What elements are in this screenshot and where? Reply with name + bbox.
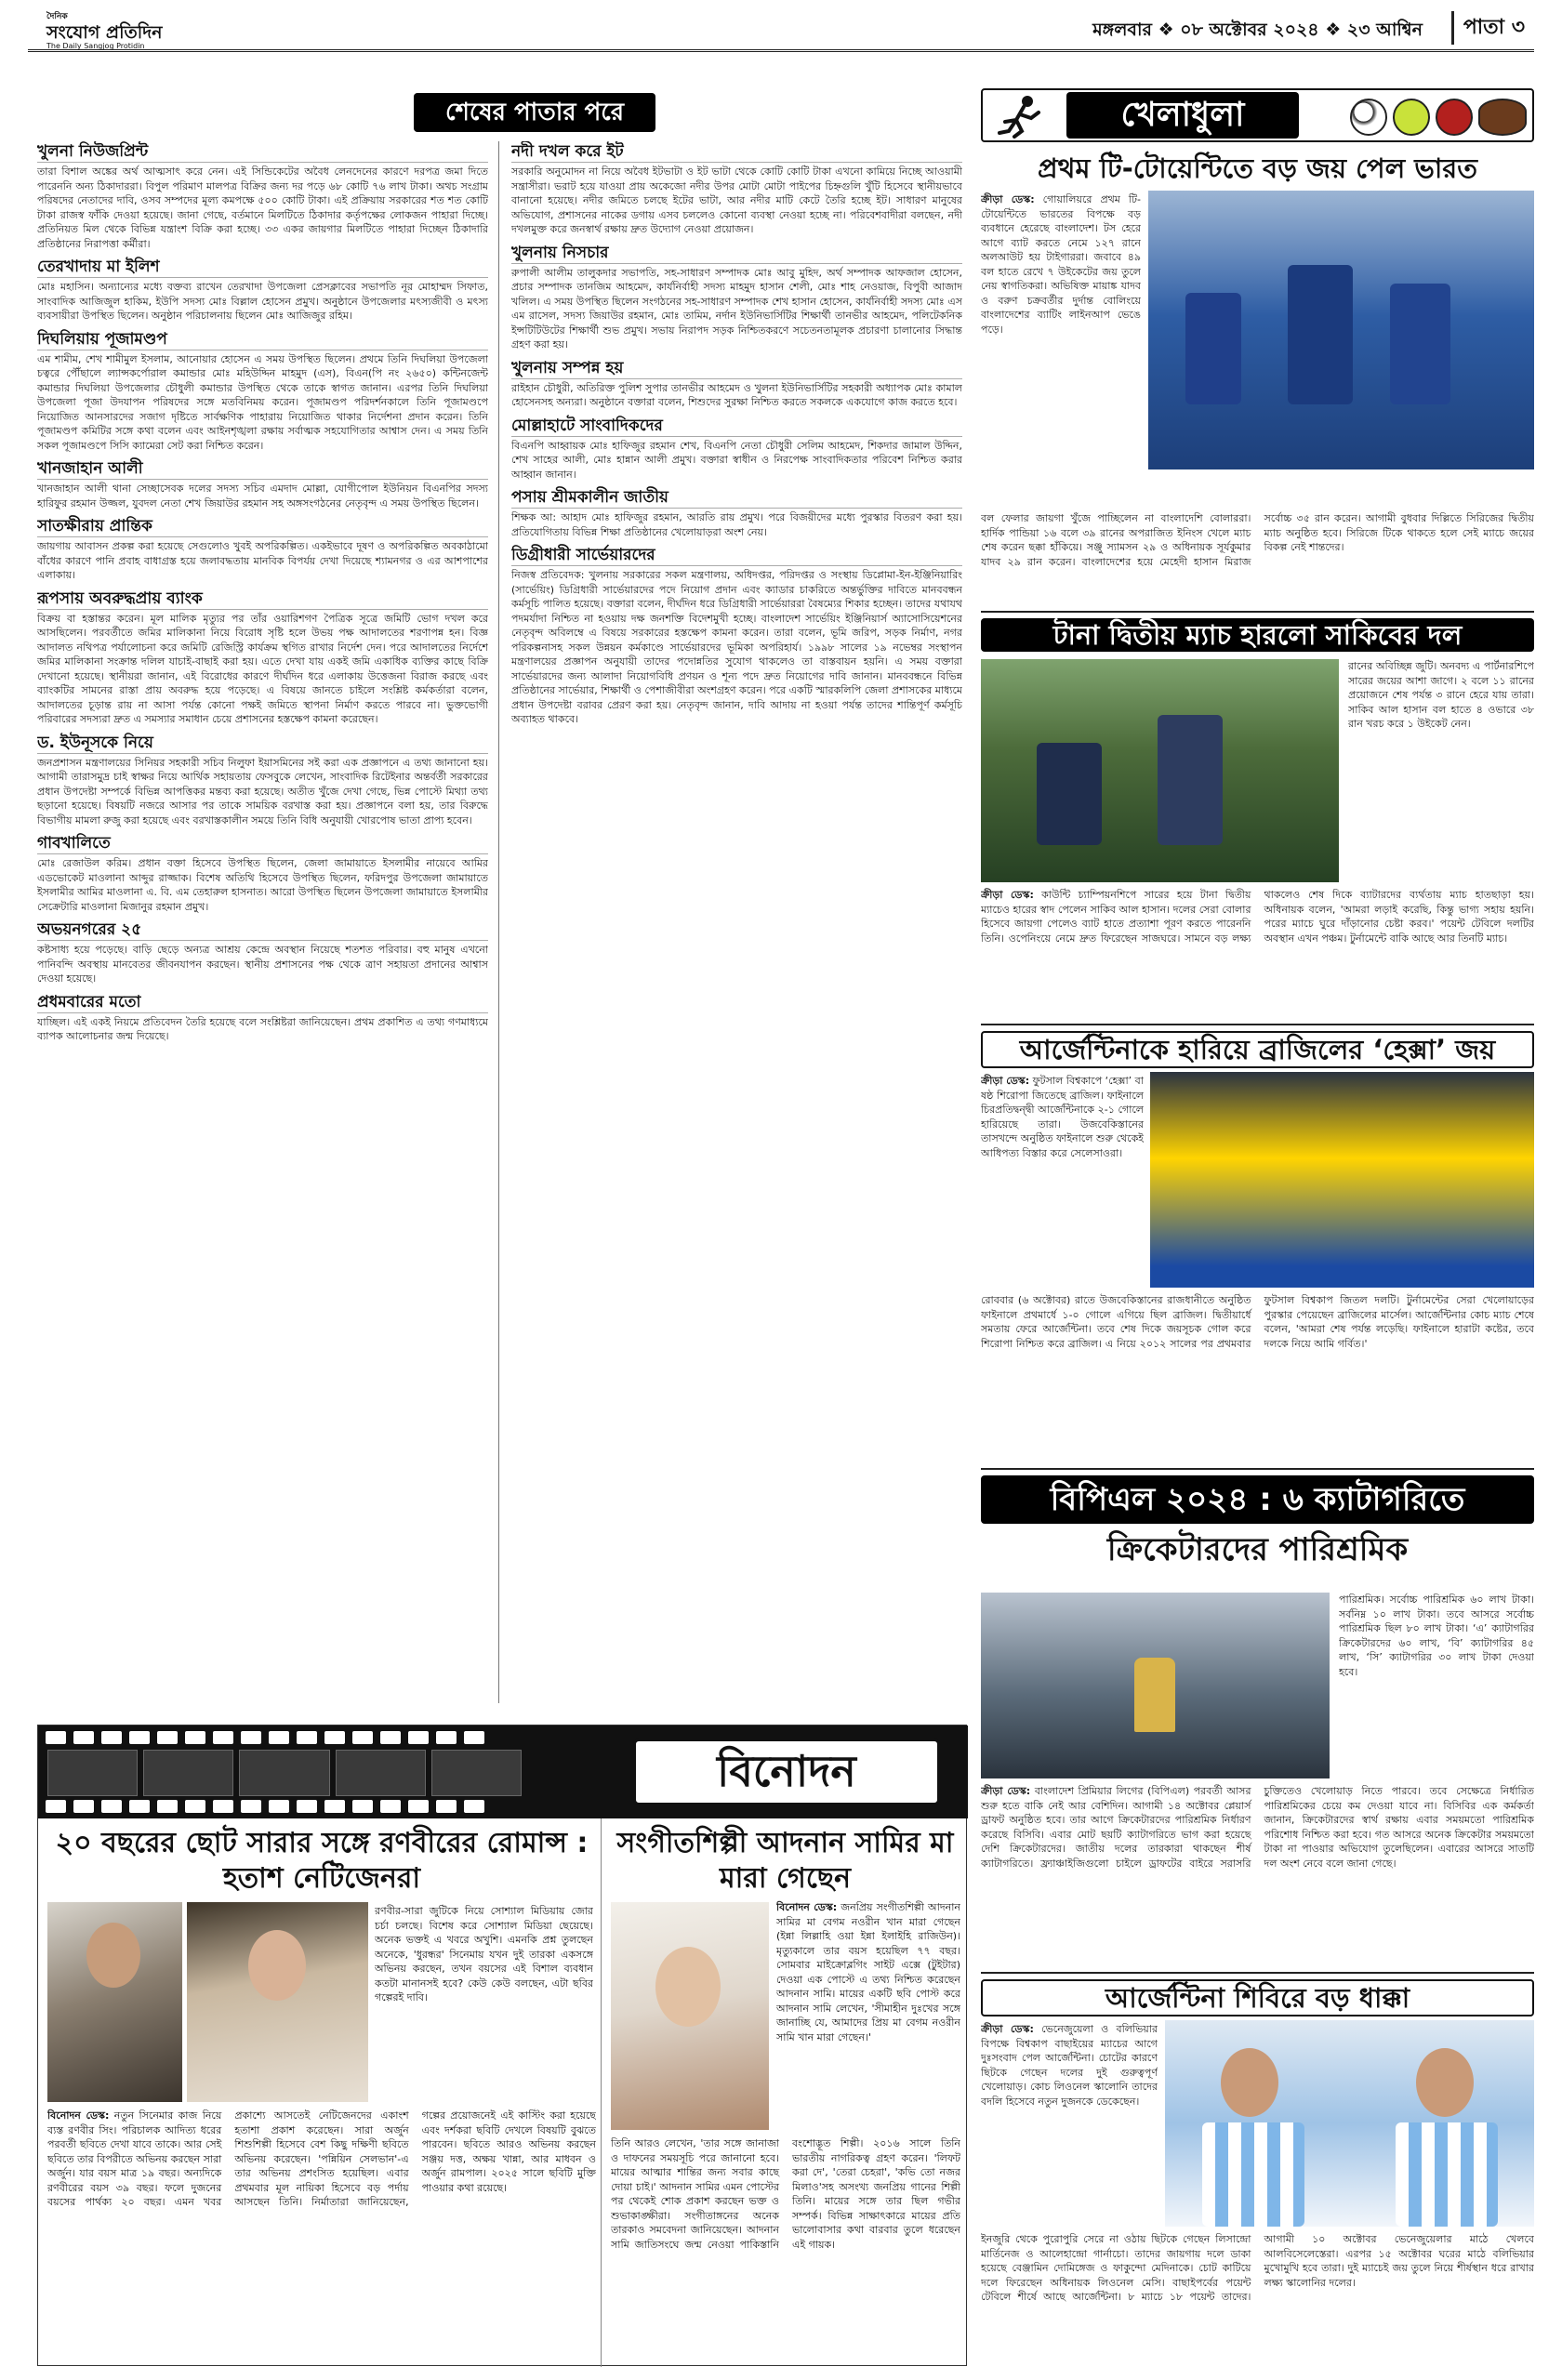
byline: বিনোদন ডেস্ক: [776, 1901, 838, 1913]
cricket-ball-icon [1436, 99, 1473, 136]
story-headline: প্রথম টি-টোয়েন্টিতে বড় জয় পেল ভারত [1037, 152, 1478, 184]
story-title: খুলনায় সম্পন্ন হয় [511, 358, 962, 379]
sports-section [981, 88, 1534, 2366]
story-title: দিঘলিয়ায় পূজামণ্ডপ [37, 329, 488, 350]
story-body: এম শামীম, শেখ শামীমুল ইসলাম, আনোয়ার হোসেন এ সময় উপস্থিত ছিলেন। প্রথমে তিনি দিঘলিয়া উপজেলা চত্বরে পৌঁছালে ল্যান্সকর্পোরাল কমান্ডার মোঃ মহিউদ্দিন মাহমুদ (এস), বিএন(পি নং ২৬৫০) কন্টিনজেন্ট কমান্ডার দিঘলিয়া উপজেলার চৌধুলী কমান্ডার উপস্থিত থেকে তাকে স্বাগত জানান। এরপর তিনি দিঘলিয়া উপজেলা পূজা উদযাপন পরিষদের সঙ্গে মতবিনিময় করেন। পূজামণ্ডপ পরিদর্শনকালে তিনি পূজামণ্ডপে নিয়োজিত আনসারদের সজাগ দৃষ্টিতে সার্বক্ষণিক পাহারায় নিয়োজিত থাকার নির্দেশনা প্রদান করেন। তিনি পূজামণ্ডপ কমিটির সঙ্গে কথা বলেন এবং আইনশৃঙ্খলা রক্ষায় সর্বাত্মক সহযোগিতার আশ্বাস দেন। এ সময় তিনি সকল পূজামণ্ডপে সিসি ক্যামেরা সেট করা নিশ্চিত করেন। [37, 352, 488, 452]
section-divider [981, 611, 1534, 613]
film-strip-banner [38, 1726, 968, 1818]
story-khulna-newsprint [37, 141, 488, 251]
story-body: রাইহান চৌধুরী, অতিরিক্ত পুলিশ সুপার তানভীর আহমেদ ও খুলনা ইউনিভার্সিটির সহকারী অধ্যাপক মোঃ কামাল হোসেনসহ অন্যরা। অনুষ্ঠানে বক্তারা বলেন, শিশুদের সুরক্ষা নিশ্চিত করতে সকলকে একযোগে কাজ করতে হবে। [511, 381, 962, 408]
section-title-sports: খেলাধুলা [1066, 92, 1299, 139]
story-title: ড. ইউনূসকে নিয়ে [37, 733, 488, 754]
story-title: প্রধমবারের মতো [37, 992, 488, 1013]
story-surveyors [511, 545, 962, 727]
story-abhaynagar [37, 919, 488, 986]
byline: ক্রীড়া ডেস্ক: [981, 193, 1035, 205]
story-body: তারা বিশাল অঙ্কের অর্থ আত্মসাৎ করে নেন। এই সিন্ডিকেটের অবৈধ লেনদেনের কারণে দরপত্র জমা দিতে পারেননি অন্য ঠিকাদাররা। বিপুল পরিমাণ মালপত্র বিক্রির জন্য দর পড়ে ৬৮ কোটি ৭৬ লাখ টাকা। অথচ সংগ্রাম পরিষদের নেতাদের দাবি, ওসব সম্পদের মূল্য কমপক্ষে ৫০০ কোটি টাকা। এই প্রক্রিয়ায় সরকারের শত শত কোটি টাকা রাজস্ব ফাঁকি দেওয়া হয়েছে। জানা গেছে, বর্তমানে মিলটিতে ঠিকাদার কর্তৃপক্ষের লোকজন পাহারা দিচ্ছে। প্রতিনিয়ত মিল থেকে বিভিন্ন যন্ত্রাংশ বিক্রি করা হচ্ছে। ৩৩ একর জায়গার মিলটিতে পাহারা দিচ্ছেন ঠিকাদারি প্রতিষ্ঠানের নিরাপত্তা কর্মীরা। [37, 165, 488, 250]
story-body: খানজাহান আলী থানা সেচ্ছাসেবক দলের সদস্য সচিব এমদাদ মোল্লা, যোগীপোল ইউনিয়ন বিএনপির সদস্য হারিফুর রহমান উজ্জল, যুবদল নেতা শেখ জিয়াউর রহমান সহ অঙ্গসংগঠনের নেতৃবৃন্দ এ সময় উপস্থিত ছিলেন। [37, 483, 488, 509]
story-side-text [981, 2022, 1158, 2227]
story-body: তিনি আরও লেখেন, 'তার সঙ্গে জানাজা ও দাফনের সময়সূচি পরে জানানো হবে। মায়ের আত্মার শান্তির জন্য সবার কাছে দোয়া চাই।' আদনান সামির এমন পোস্টের পর থেকেই শোক প্রকাশ করছেন ভক্ত ও শুভাকাঙ্ক্ষীরা। সংগীতাঙ্গনের অনেক তারকাও সমবেদনা জানিয়েছেন। আদনান সামি জাতিসংঘে জন্ম নেওয়া পাকিস্তানি বংশোদ্ভূত শিল্পী। ২০১৬ সালে তিনি ভারতীয় নাগরিকত্ব গ্রহণ করেন। 'লিফট করা দে', 'তেরা চেহরা', 'কভি তো নজর মিলাও'সহ অসংখ্য জনপ্রিয় গানের শিল্পী তিনি। মায়ের সঙ্গে তার ছিল গভীর সম্পর্ক। বিভিন্ন সাক্ষাৎকারে মায়ের প্রতি ভালোবাসার কথা বারবার তুলে ধরেছেন এই গায়ক। [611, 2137, 960, 2251]
story-first-time [37, 992, 488, 1044]
story-body: রোববার (৬ অক্টোবর) রাতে উজবেকিস্তানের রাজধানীতে অনুষ্ঠিত ফাইনালে প্রথমার্ধে ১-০ গোলে এগিয়ে ছিল ব্রাজিল। দ্বিতীয়ার্ধে সমতায় ফেরে আর্জেন্টিনা। তবে শেষ দিকে জয়সূচক গোল করে শিরোপা নিশ্চিত করে ব্রাজিল। এ নিয়ে ২০১২ সালের পর প্রথমবার ফুটসাল বিশ্বকাপ জিতল দলটি। টুর্নামেন্টের সেরা খেলোয়াড়ের পুরস্কার পেয়েছেন ব্রাজিলের মার্সেল। আর্জেন্টিনার কোচ ম্যাচ শেষে বলেন, 'আমরা শেষ পর্যন্ত লড়েছি। ফাইনালে হারাটা কষ্টের, তবে দলকে নিয়ে আমি গর্বিত।' [981, 1294, 1534, 1350]
newspaper-logo [46, 9, 186, 48]
section-title-entertainment: বিনোদন [633, 1739, 940, 1805]
film-sprocket-holes [46, 1800, 510, 1815]
story-headline: ২০ বছরের ছোট সারার সঙ্গে রণবীরের রোমান্স : হতাশ নেটিজেনরা [55, 1827, 589, 1895]
story-body: নিজস্ব প্রতিবেদক: খুলনায় সরকারের সকল মন্ত্রণালয়, অধিদপ্তর, পরিদপ্তর ও সংস্থায় ডিপ্লোমা-ইন-ইঞ্জিনিয়ারিং (সার্ভেয়িং) ডিগ্রিধারী সার্ভেয়ারদের পদে নিয়োগ প্রদান এবং ক্যাডার চাকরিতে অন্তর্ভুক্তির দাবিতে মানববন্ধন কর্মসূচি পালিত হয়েছে। বক্তারা বলেন, দীর্ঘদিন ধরে ডিগ্রিধারী সার্ভেয়াররা বৈষম্যের শিকার হচ্ছেন। তাদের যথাযথ পদমর্যাদা নিশ্চিত না হওয়ায় দক্ষ জনশক্তি বিদেশমুখী হচ্ছে। বাংলাদেশ সার্ভেয়িং ইঞ্জিনিয়ার্স অ্যাসোসিয়েশনের নেতৃবৃন্দ অবিলম্বে এ বিষয়ে সরকারের হস্তক্ষেপ কামনা করেন। তারা বলেন, ভূমি জরিপ, সড়ক নির্মাণ, নগর পরিকল্পনাসহ সকল উন্নয়ন কর্মকাণ্ডে সার্ভেয়ারদের ভূমিকা অপরিহার্য। ১৯৯৮ সালের ১৯ নভেম্বর সংস্থাপন মন্ত্রণালয়ের প্রজ্ঞাপন অনুযায়ী তাদের পদোন্নতির সুযোগ থাকলেও তা বাস্তবায়ন হয়নি। এ সময় বক্তারা সার্ভেয়ারদের জন্য আলাদা নিয়োগবিধি প্রণয়ন ও শূন্য পদে দ্রুত নিয়োগের দাবি জানান। মানববন্ধনে বিভিন্ন প্রতিষ্ঠানের সার্ভেয়ার, শিক্ষার্থী ও পেশাজীবীরা অংশগ্রহণ করেন। পরে একটি স্মারকলিপি জেলা প্রশাসকের মাধ্যমে প্রধান উপদেষ্টা বরাবর প্রেরণ করা হয়। নেতৃবৃন্দ জানান, দাবি আদায় না হওয়া পর্যন্ত তাদের শান্তিপূর্ণ কর্মসূচি অব্যাহত থাকবে। [511, 569, 962, 725]
newspaper-name-english: The Daily Sangjog Protidin [46, 42, 145, 50]
story-khulna-nischa [511, 243, 962, 352]
story-title: ডিগ্রীধারী সার্ভেয়ারদের [511, 545, 962, 566]
story-title: খুলনায় নিসচার [511, 243, 962, 264]
story-dighalia-puja [37, 329, 488, 454]
story-headline: টানা দ্বিতীয় ম্যাচ হারলো সাকিবের দল [981, 618, 1534, 652]
story-terokhada-hilsa [37, 257, 488, 324]
story-headline: আর্জেন্টিনা শিবিরে বড় ধাক্কা [981, 1979, 1534, 2016]
story-body: বল ফেলার জায়গা খুঁজে পাচ্ছিলেন না বাংলাদেশি বোলাররা। হার্দিক পান্ডিয়া ১৬ বলে ৩৯ রানের অপরাজিত ইনিংস খেলে ম্যাচ শেষ করেন ছক্কা হাঁকিয়ে। সঞ্জু স্যামসন ২৯ ও অধিনায়ক সূর্যকুমার যাদব ২৯ রান করেন। বাংলাদেশের হয়ে মেহেদী হাসান মিরাজ সর্বোচ্চ ৩৫ রান করেন। আগামী বুধবার দিল্লিতে সিরিজের দ্বিতীয় ম্যাচ অনুষ্ঠিত হবে। সিরিজে টিকে থাকতে হলে সেই ম্যাচে জয়ের বিকল্প নেই শান্তদের। [981, 512, 1534, 568]
story-body: যাচ্ছিল। এই একই নিয়মে প্রতিবেদন তৈরি হয়েছে বলে সংশ্লিষ্টরা জানিয়েছেন। প্রথম প্রকাশিত এ তথ্য গণমাধ্যমে ব্যাপক আলোচনার জন্ম দিয়েছে। [37, 1015, 488, 1042]
story-title: রূপসায় অবরুদ্ধপ্রায় ব্যাংক [37, 588, 488, 610]
story-side-text [776, 1900, 960, 2133]
story-title: মোল্লাহাটে সাংবাদিকদের [511, 416, 962, 437]
story-body: শিক্ষক আ: আহাদ মোঃ হাফিজুর রহমান, আরতি রায় প্রমুখ। পরে বিজয়ীদের মধ্যে পুরস্কার বিতরণ করা হয়। প্রতিযোগিতায় বিভিন্ন শিক্ষা প্রতিষ্ঠানের খেলোয়াড়রা অংশ নেয়। [511, 511, 962, 538]
story-side-text [981, 192, 1141, 509]
story-ranveer-sara [38, 1818, 601, 2367]
continuation-section [37, 93, 967, 1711]
issue-date: মঙ্গলবার ❖ ০৮ অক্টোবর ২০২৪ ❖ ২৩ আশ্বিন [1092, 20, 1423, 40]
story-title: গাবখালিতে [37, 833, 488, 854]
story-headline [981, 1475, 1534, 1587]
story-rupsha-bank [37, 588, 488, 727]
nowreen-khan-photo [611, 1902, 769, 2130]
continuation-column-left [37, 141, 488, 1703]
story-body: বিক্রয় বা হস্তান্তর করেন। মূল মালিক মৃত্যুর পর তাঁর ওয়ারিশগণ পৈত্রিক সূত্রে জমিটি ভোগ দখল করে আসছিলেন। পরবর্তীতে জমির মালিকানা নিয়ে বিরোধ সৃষ্টি হলে উভয় পক্ষ আদালতের শরণাপন্ন হন। বিজ্ঞ আদালত নথিপত্র পর্যালোচনা করে জমিটি রেজিস্ট্রি কার্যক্রম স্থগিত রাখার নির্দেশ দেন। পরে আদালতের নির্দেশে জমির মালিকানা সংক্রান্ত দলিল যাচাই-বাছাই করা হয়। এতে দেখা যায় একই জমি একাধিক ব্যক্তির কাছে বিক্রি দেখানো হয়েছে। স্থানীয়রা জানান, এই বিরোধের কারণে দীর্ঘদিন ধরে এলাকায় উত্তেজনা বিরাজ করছে এবং ব্যাংকটির সামনের রাস্তা প্রায় অবরুদ্ধ হয়ে পড়েছে। এ বিষয়ে জানতে চাইলে সংশ্লিষ্ট কর্মকর্তারা বলেন, আদালতের চূড়ান্ত রায় না আসা পর্যন্ত কোনো পক্ষই জমিতে স্থাপনা নির্মাণ করতে পারবে না। ভুক্তভোগী পরিবারের সদস্যরা দ্রুত এ সমস্যার সমাধান চেয়ে প্রশাসনের হস্তক্ষেপ কামনা করেছেন। [37, 612, 488, 725]
section-divider [981, 1024, 1534, 1025]
byline: ক্রীড়া ডেস্ক: [981, 1075, 1030, 1087]
story-title: সাতক্ষীরায় প্রান্তিক [37, 516, 488, 537]
story-title: তেরখাদায় মা ইলিশ [37, 257, 488, 278]
page-number: পাতা ৩ [1451, 11, 1525, 45]
story-headline: সংগীতশিল্পী আদনান সামির মা মারা গেছেন [616, 1827, 954, 1895]
film-sprocket-holes [46, 1731, 510, 1746]
story-side-text: রণবীর-সারা জুটিকে নিয়ে সোশ্যাল মিডিয়ায় জোর চর্চা চলছে। বিশেষ করে সোশ্যাল মিডিয়া ছেয়েছে। অনেক ভক্তই এ খবরে অখুশি। এমনকি প্রশ্ন তুলছেন অনেকে, 'ধুরন্ধর' সিনেমায় যখন দুই তারকা একসঙ্গে অভিনয় করছেন, তখন বয়সের এই বিশাল ব্যবধান কতটা মানানসই হবে? কেউ কেউ বলছেন, এটা ছবির গল্পেরই দাবি। [375, 1905, 593, 2003]
story-body [47, 2109, 596, 2360]
story-adnan-sami [602, 1818, 968, 2367]
story-river-brick [511, 141, 962, 237]
story-satkhira [37, 516, 488, 583]
shakib-team-photo [981, 659, 1339, 882]
story-khanjahan-ali [37, 458, 488, 510]
headline-line-2: ক্রিকেটারদের পারিশ্রমিক [1106, 1531, 1409, 1568]
story-body: মোঃ রেজাউল করিম। প্রধান বক্তা হিসেবে উপস্থিত ছিলেন, জেলা জামায়াতে ইসলামীর নায়েবে আমির এডভোকেট মাওলানা আব্দুর রাজ্জাক। বিশেষ অতিথি হিসেবে উপস্থিত ছিলেন, ফরিদপুর উপজেলা জামায়াতে ইসলামীর আমির মাওলানা এ. বি. এম তেহারুল হাসনাত। আরো উপস্থিত ছিলেন উপজেলা জামায়াতে ইসলামীর সেক্রেটারি মাওলানা মিজানুর রহমান প্রমুখ। [37, 857, 488, 913]
story-body: জনপ্রশাসন মন্ত্রণালয়ের সিনিয়র সহকারী সচিব নিলুফা ইয়াসমিনের সই করা এক প্রজ্ঞাপনে এ তথ্য জানানো হয়। আগামী তারাসমুদ্র চাই স্বাক্ষর নিয়ে আর্থিক সহায়তায় ফেসবুকে লেখেন, সাংবাদিক রিটেইনার অন্তর্বর্তী সরকারের প্রধান উপদেষ্টা সম্পর্কে বিভিন্ন আপত্তিকর মন্তব্য করা হয়েছে। অতীত খুঁজে দেখা গেছে, ভিন্ন পোস্টে মিথ্যা তথ্য ছড়ানো হয়েছে। বিষয়টি নজরে আসার পর তাকে সাময়িক বরখাস্ত করা হয়। প্রজ্ঞাপনে বলা হয়, তার বিরুদ্ধে বিভাগীয় মামলা রুজু করা হয়েছে এবং বরখাস্তকালীন সময়ে তিনি বিধি অনুযায়ী খোরপোষ ভাতা প্রাপ্য হবেন। [37, 756, 488, 826]
story-khulna-completed [511, 358, 962, 410]
story-body: সরকারি অনুমোদন না নিয়ে অবৈধ ইটভাটা ও ইট ভাটা থেকে কোটি কোটি টাকা এখনো কামিয়ে নিচ্ছে আওয়ামী সন্ত্রাসীরা। ভরাট হয়ে যাওয়া প্রায় অকেজো নদীর উপর মোটা মোটা পাইপের চিহ্নগুলি খুঁটি হিসেবে স্থানীয়ভাবে বানানো হয়েছে। নদীর জমিতে চলছে ইটের ভাটা, আর নদীর মাটি কেটে তৈরি হচ্ছে ইট। সাধারণ মানুষের অভিযোগ, প্রশাসনের নাকের ডগায় এসব চললেও কোনো ব্যবস্থা নেওয়া হচ্ছে না। পরিবেশবাদীরা বলছেন, নদী দখলমুক্ত করে জনস্বার্থ রক্ষায় দ্রুত উদ্যোগ নেওয়া প্রয়োজন। [511, 165, 962, 235]
story-body: রুপালী আলীম তালুকদার সভাপতি, সহ-সাধারণ সম্পাদক মোঃ আবু মুহিদ, অর্থ সম্পাদক আফজাল হোসেন, প্রচার সম্পাদক তানজিম আহমেদ, কার্যনির্বাহী সদস্য মাহমুদ হাসান শেলী, মোঃ শাহ নেওয়াজ, বিপুবী আজাদ খলিল। এ সময় উপস্থিত ছিলেন সংগঠনের সহ-সাধারণ সম্পাদক শেখ হাসান হোসেন, কার্যনির্বাহী সদস্য মোঃ এস এম রাসেল, সদস্য জিয়াউর রহমান, মোঃ তামিম, নর্দান ইউনিভার্সিটির শিক্ষার্থী তানভীর আহমেদ, পলিটেকনিক ইন্সটিটিউটের শিক্ষার্থী শুভ প্রমুখ। সভায় নিরাপদ সড়ক নিশ্চিতকরণে সচেতনতামূলক প্রচারণা চালানোর সিদ্ধান্ত গ্রহণ করা হয়। [511, 266, 962, 350]
story-side-body: ফুটসাল বিশ্বকাপে ‘হেক্সা’ বা ষষ্ঠ শিরোপা জিতেছে ব্রাজিল। ফাইনালে চিরপ্রতিদ্বন্দ্বী আর্জেন্টিনাকে ২-১ গোলে হারিয়েছে তারা। উজবেকিস্তানের তাসখন্দে অনুষ্ঠিত ফাইনালে শুরু থেকেই আধিপত্য বিস্তার করে সেলেসাওরা। [981, 1075, 1144, 1159]
story-body [981, 888, 1534, 1018]
continuation-column-right [511, 141, 962, 1703]
story-summer-national [511, 487, 962, 539]
bpl-trophy-photo [981, 1593, 1330, 1778]
story-title: পসায় শ্রীমকালীন জাতীয় [511, 487, 962, 509]
newspaper-name: সংযোগ প্রতিদিন [46, 22, 163, 43]
tennis-ball-icon [1393, 99, 1430, 136]
story-body: বিএনপি আহ্বায়ক মোঃ হাফিজুর রহমান শেখ, বিএনপি নেতা চৌধুরী সেলিম আহমেদ, শিকদার জামাল উদ্দিন, শেখ সাহের আলী, মোঃ হান্নান আলী প্রমুখ। বক্তারা স্বাধীন ও নিরপেক্ষ সাংবাদিকতার পরিবেশ নিশ্চিত করার আহ্বান জানান। [511, 439, 962, 481]
story-side-text: রানের অবিচ্ছিন্ন জুটি। অনবদ্য এ পার্টনারশিপে সারের জয়ের আশা জাগে। ২ বলে ১১ রানের প্রয়োজনে শেষ পর্যন্ত ৩ রানে হেরে যায় তারা। সাকিব আল হাসান বল হাতে ৪ ওভারে ৩৮ রান খরচ করে ১ উইকেট নেন। [1348, 660, 1534, 730]
story-side-body: ভেনেজুয়েলা ও বলিভিয়ার বিপক্ষে বিশ্বকাপ বাছাইয়ের ম্যাচের আগে দুঃসংবাদ পেল আর্জেন্টিনা। চোটের কারণে ছিটকে গেছেন দলের দুই গুরুত্বপূর্ণ খেলোয়াড়। কোচ লিওনেল স্কালোনি তাদের বদলি হিসেবে নতুন দুজনকে ডেকেছেন। [981, 2023, 1158, 2108]
rugby-ball-icon [1478, 99, 1527, 136]
story-headline: আর্জেন্টিনাকে হারিয়ে ব্রাজিলের ‘হেক্সা’ জয় [981, 1031, 1534, 1068]
story-title: খুলনা নিউজপ্রিন্ট [37, 141, 488, 163]
story-side-text: পারিশ্রমিক। সর্বোচ্চ পারিশ্রমিক ৬০ লাখ টাকা। সর্বনিম্ন ১০ লাখ টাকা। তবে আসরে সর্বোচ্চ পারিশ্রমিক ছিল ৮০ লাখ টাকা। ‘এ’ ক্যাটাগরির ক্রিকেটারদের ৬০ লাখ, ‘বি’ ক্যাটাগরির ৪৫ লাখ, ‘সি’ ক্যাটাগরির ৩০ লাখ টাকা দেওয়া হবে। [1339, 1593, 1534, 1678]
entertainment-section [37, 1725, 967, 2366]
section-divider [981, 1468, 1534, 1470]
byline: বিনোদন ডেস্ক: [47, 2109, 110, 2122]
story-gabkhali [37, 833, 488, 914]
sara-photo [187, 1902, 368, 2102]
story-body: জায়গায় আবাসন প্রকল্প করা হয়েছে সেগুলোও খুবই অপরিকল্পিত। একইভাবে দূষণ ও অপরিকল্পিত অবকাঠামো বাঁধের কারণে পানি প্রবাহ বাধাগ্রস্ত হয়ে জলাবদ্ধতায় মানবিক বিপর্যয় দেখা দিয়েছে শ্যামনগর ও এর আশপাশের এলাকায়। [37, 540, 488, 581]
india-team-photo [1148, 191, 1534, 469]
byline: ক্রীড়া ডেস্ক: [981, 889, 1034, 901]
story-body-text: নতুন সিনেমার কাজ নিয়ে ব্যস্ত রণবীর সিং। পরিচালক আদিত্য ধরের পরবর্তী ছবিতে দেখা যাবে তাকে। আর সেই ছবিতে তার বিপরীতে অভিনয় করছেন সারা অর্জুন। যার বয়স মাত্র ১৯ বছর। অন্যদিকে রণবীরের বয়স ৩৯ বছর। ফলে দুজনের বয়সের পার্থক্য ২০ বছর। এমন খবর প্রকাশ্যে আসতেই নেটিজেনদের একাংশ হতাশা প্রকাশ করেছেন। সারা অর্জুন শিশুশিল্পী হিসেবে বেশ কিছু দক্ষিণী ছবিতে অভিনয় করেছেন। 'পন্নিয়িন সেলভান'-এ তার অভিনয় প্রশংসিত হয়েছিল। এবার প্রথমবার মূল নায়িকা হিসেবে বড় পর্দায় আসছেন তিনি। নির্মাতারা জানিয়েছেন, গল্পের প্রয়োজনেই এই কাস্টিং করা হয়েছে এবং দর্শকরা ছবিটি দেখলে বিষয়টি বুঝতে পারবেন। ছবিতে আরও অভিনয় করছেন সঞ্জয় দত্ত, অক্ষয় খান্না, আর মাধবন ও অর্জুন রামপাল। ২০২৫ সালে ছবিটি মুক্তি পাওয়ার কথা রয়েছে। [47, 2109, 596, 2208]
masthead [28, 7, 1534, 52]
story-body-text: কাউন্টি চ্যাম্পিয়নশিপে সারের হয়ে টানা দ্বিতীয় ম্যাচেও হারের স্বাদ পেলেন সাকিব আল হাসান। দলের সেরা বোলার হিসেবে জায়গা পেলেও ব্যাট হাতে প্রত্যাশা পূরণ করতে পারেননি তিনি। ওপেনিংয়ে নেমে দ্রুত ফিরেছেন সাজঘরে। সামনে বড় লক্ষ্য থাকলেও শেষ দিকে ব্যাটারদের ব্যর্থতায় ম্যাচ হাতছাড়া হয়। অধিনায়ক বলেন, 'আমরা লড়াই করেছি, কিন্তু ভাগ্য সহায় হয়নি। পরের ম্যাচে ঘুরে দাঁড়ানোর চেষ্টা করব।' পয়েন্ট টেবিলে দলটির অবস্থান এখন পঞ্চম। টুর্নামেন্টে বাকি আছে আর তিনটি ম্যাচ। [981, 889, 1534, 945]
runner-icon [992, 94, 1048, 139]
brazil-team-photo [1150, 1072, 1534, 1288]
byline: ক্রীড়া ডেস্ক: [981, 2023, 1034, 2035]
section-divider [981, 1972, 1534, 1974]
story-body: ইনজুরি থেকে পুরোপুরি সেরে না ওঠায় ছিটকে গেছেন লিসান্দ্রো মার্তিনেজ ও আলেহান্দ্রো গার্নাচো। তাদের জায়গায় দলে ডাকা হয়েছে বেঞ্জামিন দোমিঙ্গেজ ও ফাকুন্দো মেদিনাকে। চোট কাটিয়ে দলে ফিরেছেন অধিনায়ক লিওনেল মেসি। বাছাইপর্বের পয়েন্ট টেবিলে শীর্ষে আছে আর্জেন্টিনা। ৮ ম্যাচে ১৮ পয়েন্ট তাদের। আগামী ১০ অক্টোবর ভেনেজুয়েলার মাঠে খেলবে আলবিসেলেস্তেরা। এরপর ১৫ অক্টোবর ঘরের মাঠে বলিভিয়ার মুখোমুখি হবে তারা। দুই ম্যাচেই জয় তুলে নিয়ে শীর্ষস্থান ধরে রাখার লক্ষ্য স্কালোনির দলের। [981, 2233, 1534, 2303]
story-body [981, 1784, 1534, 1966]
story-side-text [981, 1074, 1144, 1288]
story-body-text: বাংলাদেশ প্রিমিয়ার লিগের (বিপিএল) পরবর্তী আসর শুরু হতে বাকি নেই আর বেশিদিন। আগামী ১৪ অক্টোবর প্লেয়ার্স ড্রাফট অনুষ্ঠিত হবে। তার আগে ক্রিকেটারদের পারিশ্রমিক নির্ধারণ করেছে বিসিবি। এবার মোট ছয়টি ক্যাটাগরিতে ভাগ করা হয়েছে দেশি ক্রিকেটারদের। জাতীয় দলের তারকারা থাকছেন শীর্ষ ক্যাটাগরিতে। ফ্র্যাঞ্চাইজিগুলো চাইলে ড্রাফটের বাইরে সরাসরি চুক্তিতেও খেলোয়াড় নিতে পারবে। তবে সেক্ষেত্রে নির্ধারিত পারিশ্রমিকের চেয়ে কম দেওয়া যাবে না। বিসিবির এক কর্মকর্তা জানান, ক্রিকেটারদের স্বার্থ রক্ষায় এবার সময়মতো পারিশ্রমিক পরিশোধ নিশ্চিত করা হবে। গত আসরে অনেক ক্রিকেটার সময়মতো টাকা না পাওয়ার অভিযোগ তুলেছিলেন। এবারের আসরে সাতটি দল অংশ নেবে বলে জানা গেছে। [981, 1785, 1534, 1870]
headline-line-1: বিপিএল ২০২৪ : ৬ ক্যাটাগরিতে [981, 1475, 1534, 1524]
story-dr-yunus [37, 733, 488, 828]
football-icon [1350, 99, 1387, 136]
sports-balls [1336, 96, 1527, 139]
daily-label: দৈনিক [46, 12, 68, 21]
story-title: খানজাহান আলী [37, 458, 488, 480]
story-title: নদী দখল করে ইট [511, 141, 962, 163]
section-header-continued: শেষের পাতার পরে [414, 93, 655, 132]
film-frames [47, 1750, 522, 1796]
story-side-body: জনপ্রিয় সংগীতশিল্পী আদনান সামির মা বেগম নওরীন খান মারা গেছেন (ইন্না লিল্লাহি ওয়া ইন্না ইলাইহি রাজিউন)। মৃত্যুকালে তার বয়স হয়েছিল ৭৭ বছর। সোমবার মাইক্রোব্লগিং সাইট এক্সে (টুইটার) দেওয়া এক পোস্টে এ তথ্য নিশ্চিত করেছেন আদনান সামি। মায়ের একটি ছবি পোস্ট করে আদনান সামি লেখেন, 'সীমাহীন দুঃখের সঙ্গে জানাচ্ছি যে, আমাদের প্রিয় মা বেগম নওরীন সামি খান মারা গেছেন।' [776, 1901, 960, 2043]
story-body: কষ্টসাধ্য হয়ে পড়েছে। বাড়ি ছেড়ে অন্যত্র আশ্রয় কেন্দ্রে অবস্থান নিয়েছে শতশত পরিবার। বহু মানুষ এখনো পানিবন্দি অবস্থায় মানবেতর জীবনযাপন করছেন। স্থানীয় প্রশাসনের পক্ষ থেকে ত্রাণ সহায়তা প্রদানের আশ্বাস দেওয়া হয়েছে। [37, 944, 488, 985]
story-mollahat-journalists [511, 416, 962, 483]
sports-banner [981, 88, 1534, 142]
story-title: অভয়নগরের ২৫ [37, 919, 488, 941]
ranveer-photo [47, 1902, 182, 2102]
story-side-body: গোয়ালিয়রে প্রথম টি-টোয়েন্টিতে ভারতের বিপক্ষে বড় ব্যবধানে হেরেছে বাংলাদেশ। টস হেরে আগে ব্যাট করতে নেমে ১২৭ রানে অলআউট হয় টাইগাররা। জবাবে ৪৯ বল হাতে রেখে ৭ উইকেটের জয় তুলে নেয় স্বাগতিকরা। অভিষিক্ত মায়াঙ্ক যাদব ও বরুণ চক্রবর্তীর দুর্দান্ত বোলিংয়ে বাংলাদেশের ব্যাটিং লাইনআপ ভেঙে পড়ে। [981, 193, 1141, 336]
byline: ক্রীড়া ডেস্ক: [981, 1785, 1031, 1797]
story-body: মোঃ মহাসিন। অন্যান্যের মধ্যে বক্তব্য রাখেন তেরখাদা উপজেলা প্রেসক্লাবের সভাপতি নূর মোহাম্মদ সিফাত, সাংবাদিক আজিজুল হাকিম, ইউপি সদস্য মোঃ বিল্লাল হোসেন প্রমুখ। অনুষ্ঠানে উপজেলার মৎস্যজীবী ও মৎস্য ব্যবসায়ীরা উপস্থিত ছিলেন। অনুষ্ঠান পরিচালনায় ছিলেন মোঃ আজিজুর রহিম। [37, 281, 488, 322]
argentina-players-photo [1165, 2020, 1534, 2227]
